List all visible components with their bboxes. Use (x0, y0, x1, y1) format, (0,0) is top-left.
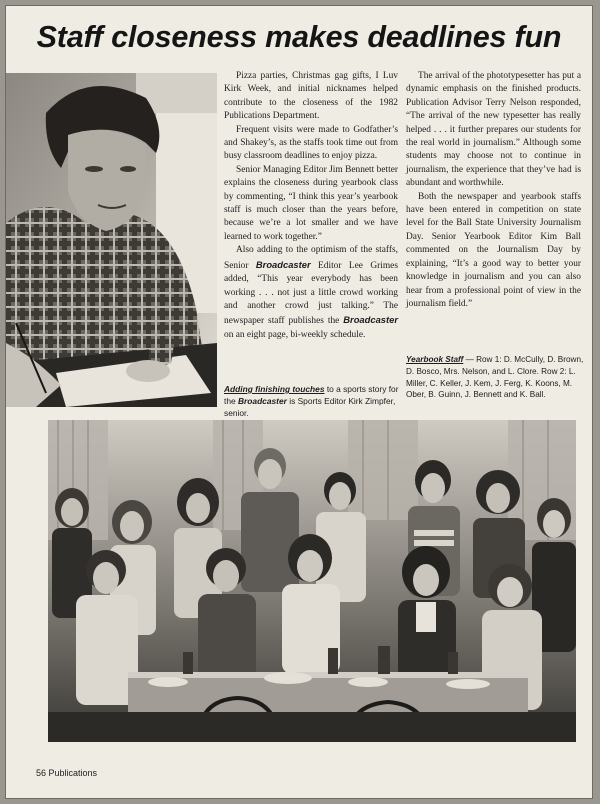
article-paragraph (224, 244, 398, 342)
caption-lead: Adding finishing touches (224, 384, 325, 394)
article-paragraph: The arrival of the phototypesetter has put a dynamic emphasis on the finished products. Publication Advisor Terry Nelson responded, “The arrival of the new typesetter has really helped . . . it further prepares our students for the real world in journalism.” Although some students may choose not to continue in journalism, the experience that they’ve had is abundant and worthwhile. (406, 71, 581, 189)
paragraph-text: Also adding to the optimism of the staffs, Senior (224, 245, 398, 271)
article-paragraph: Senior Managing Editor Jim Bennett better explains the closeness during yearbook class by commenting, “I think this year’s yearbook staff is much closer than the years before, because we’re a lot smaller and we have learned to work together.” (224, 164, 398, 242)
photo-caption-top (224, 383, 400, 419)
article-paragraph: Pizza parties, Christmas gag gifts, I Luv Kirk Week, and initial nicknames helped contribute to the closeness of the 1982 Publications Department. (224, 71, 398, 122)
paragraph-text: Editor Lee Grimes added, “This year everybody has been working . . . not just a little crowd working and another crowd just talking.” The newspaper staff publishes the (224, 260, 398, 327)
article-column-1 (224, 70, 398, 342)
publication-name: Broadcaster (343, 314, 398, 326)
page-headline: Staff closeness makes deadlines fun (36, 20, 562, 54)
caption-text: — Row 1: D. McCully, D. Brown, D. Bosco, Mrs. Nelson, and L. Clore. Row 2: L. Miller, C. Keller, J. Kem, J. Ferg, K. Koons, M. Ober, B. Guinn, J. Bennett and K. Ball. (406, 355, 584, 400)
publication-name: Broadcaster (237, 396, 287, 406)
article-paragraph: Frequent visits were made to Godfather’s and Shakey’s, as the staffs took time out from busy classroom deadlines to enjoy pizza. (224, 124, 398, 162)
publication-name: Broadcaster (255, 258, 311, 270)
yearbook-page (6, 6, 592, 798)
yearbook-staff-group-photo (48, 420, 576, 742)
paragraph-text: on an eight page, bi-weekly schedule. (224, 329, 366, 340)
article-paragraph: Both the newspaper and yearbook staffs have been entered in competition on state level for the Ball State University Journalism Day. Senior Yearbook Editor Kim Ball commented on the Journalism Day by explaining, “It’s a good way to better your knowledge in journalism and you can also hear from a professional point of view in the journalism field.” (406, 191, 581, 309)
caption-text: to a sports story for the (224, 384, 399, 406)
editor-writing-photo (6, 73, 217, 407)
photo-caption-group (406, 354, 584, 401)
caption-text: is Sports Editor Kirk Zimpfer, senior. (224, 396, 396, 418)
caption-lead: Yearbook Staff (406, 355, 464, 364)
article-column-2 (406, 70, 581, 311)
page-folio: 56 Publications (36, 768, 98, 778)
